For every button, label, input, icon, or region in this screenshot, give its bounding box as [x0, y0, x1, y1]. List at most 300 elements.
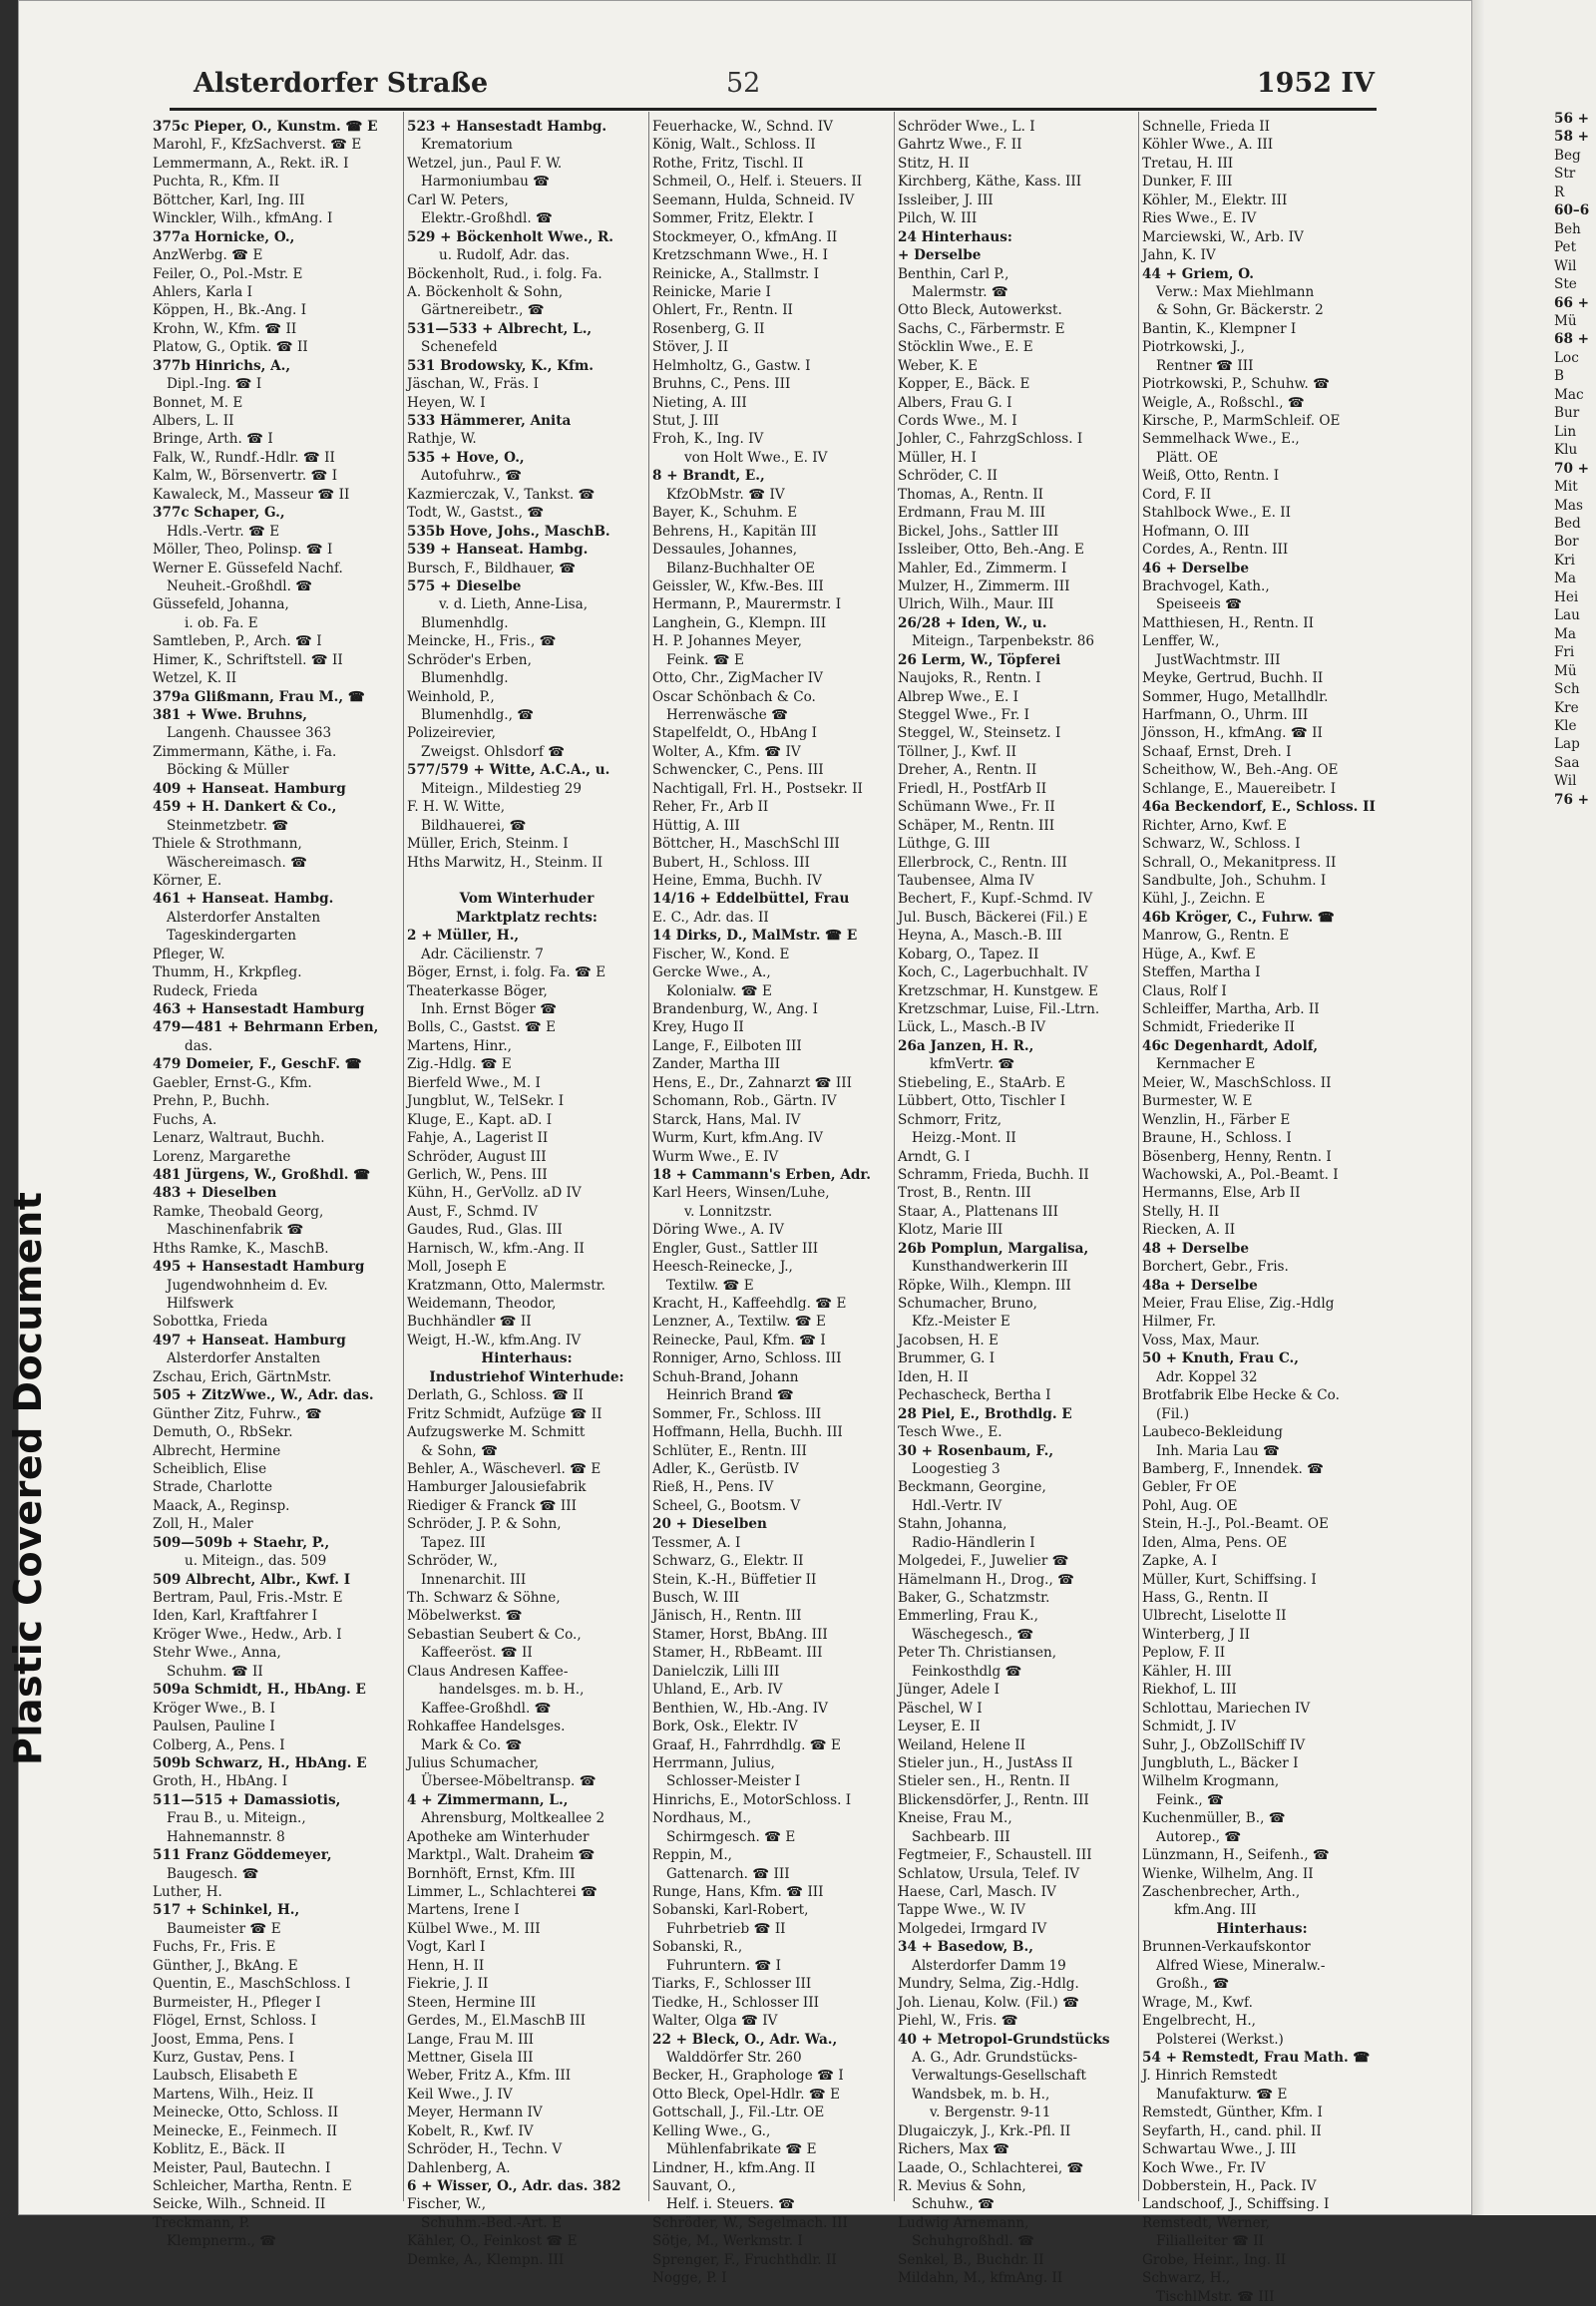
- directory-entry: Molgedei, Irmgard IV: [898, 1920, 1047, 1937]
- directory-entry: Meier, Frau Elise, Zig.-Hdlg: [1142, 1296, 1335, 1312]
- directory-entry: Schuhm.-Bed.-Art. E: [421, 2214, 562, 2231]
- directory-entry: 531—533 + Albrecht, L.,: [407, 320, 593, 337]
- directory-entry: Luther, H.: [153, 1884, 222, 1900]
- directory-entry: Böttcher, Karl, Ing. III: [153, 192, 305, 208]
- directory-entry: kfmVertr. ☎: [930, 1056, 1015, 1073]
- directory-entry: Stein, K.-H., Büffetier II: [652, 1571, 817, 1588]
- directory-entry: Kurz, Gustav, Pens. I: [153, 2049, 295, 2066]
- directory-entry: Suhr, J., ObZollSchiff IV: [1142, 1736, 1306, 1753]
- directory-entry: Malermstr. ☎: [912, 283, 1008, 300]
- directory-entry: Rathje, W.: [407, 431, 477, 448]
- next-page-fragment: 76 +: [1554, 791, 1590, 808]
- directory-entry: Hermanns, Else, Arb II: [1142, 1185, 1301, 1202]
- directory-entry: Bringe, Arth. ☎ I: [153, 431, 273, 448]
- header-rule: [170, 108, 1377, 111]
- directory-entry: Krey, Hugo II: [652, 1019, 744, 1036]
- directory-entry: Wenzlin, H., Färber E: [1142, 1111, 1291, 1128]
- directory-entry: Piehl, W., Fris. ☎: [898, 2013, 1018, 2030]
- directory-entry: 26a Janzen, H. R.,: [898, 1037, 1034, 1054]
- directory-entry: Schröder, H., Techn. V: [407, 2141, 563, 2158]
- directory-entry: Wetzel, jun., Paul F. W.: [407, 155, 563, 172]
- directory-entry: Senkel, B., Buchdr. II: [898, 2251, 1044, 2268]
- directory-entry: Jugendwohnheim d. Ev.: [167, 1277, 328, 1294]
- directory-entry: Innenarchit. III: [421, 1571, 527, 1588]
- directory-entry: Schenefeld: [421, 339, 498, 356]
- directory-entry: Fischer, W.,: [407, 2196, 487, 2213]
- directory-entry: Stelly, H. II: [1142, 1203, 1220, 1220]
- directory-entry: Schwarz, G., Elektr. II: [652, 1553, 804, 1570]
- directory-entry: Riecken, A. II: [1142, 1222, 1236, 1239]
- next-page-fragment: Ma: [1554, 571, 1577, 587]
- directory-entry: Zschau, Erich, GärtnMstr.: [153, 1368, 332, 1385]
- directory-entry: Taubensee, Alma IV: [898, 872, 1034, 889]
- directory-entry: Ulrich, Wilh., Maur. III: [898, 596, 1054, 613]
- directory-entry: Piotrkowski, P., Schuhw. ☎: [1142, 376, 1331, 393]
- directory-entry: Weber, K. E: [898, 357, 979, 374]
- directory-entry: Lindner, H., kfm.Ang. II: [652, 2159, 816, 2176]
- directory-entry: Tesch Wwe., E.: [898, 1424, 1002, 1441]
- directory-entry: Stapelfeldt, O., HbAng I: [652, 725, 818, 742]
- directory-entry: Heine, Emma, Buchh. IV: [652, 872, 822, 889]
- directory-entry: Hamburger Jalousiefabrik: [407, 1479, 587, 1496]
- directory-entry: Bursch, F., Bildhauer, ☎: [407, 560, 577, 576]
- directory-entry: Günther, J., BkAng. E: [153, 1957, 298, 1974]
- directory-entry: Bantin, K., Klempner I: [1142, 320, 1297, 337]
- next-page-fragment: Str: [1554, 166, 1576, 183]
- directory-entry: Schwencker, C., Pens. III: [652, 762, 824, 779]
- directory-entry: Albers, Frau G. I: [898, 394, 1012, 411]
- next-page-fragment: B: [1554, 368, 1564, 385]
- directory-entry: 2 + Müller, H.,: [407, 928, 520, 945]
- directory-entry: 523 + Hansestadt Hambg.: [407, 119, 607, 135]
- directory-entry: Gattenarch. ☎ III: [666, 1865, 790, 1882]
- next-page-fragment: Mit: [1554, 479, 1578, 496]
- directory-entry: Meincke, H., Fris., ☎: [407, 633, 557, 650]
- directory-entry: Speiseeis ☎: [1156, 596, 1243, 613]
- side-label: Plastic Covered Document: [6, 1191, 50, 1765]
- directory-entry: Stehr Wwe., Anna,: [153, 1645, 281, 1662]
- directory-entry: kfm.Ang. III: [1174, 1902, 1257, 1919]
- directory-entry: Himer, K., Schriftstell. ☎ II: [153, 651, 343, 668]
- next-page-fragment: Wil: [1554, 257, 1577, 274]
- directory-entry: Pfleger, W.: [153, 946, 225, 962]
- directory-entry: Grobe, Heinr., Ing. II: [1142, 2251, 1287, 2268]
- directory-entry: Hinterhaus:: [481, 1350, 573, 1367]
- next-page-fragment: Ste: [1554, 276, 1577, 293]
- directory-entry: das.: [185, 1037, 213, 1054]
- next-page-fragment: Ma: [1554, 625, 1577, 642]
- header-street: Alsterdorfer Straße: [194, 68, 489, 99]
- directory-entry: Schomann, Rob., Gärtn. IV: [652, 1093, 837, 1110]
- directory-entry: Mahler, Ed., Zimmerm. I: [898, 560, 1067, 576]
- directory-entry: 50 + Knuth, Frau C.,: [1142, 1350, 1300, 1367]
- directory-entry: Winckler, Wilh., kfmAng. I: [153, 210, 333, 227]
- directory-entry: Manufakturw. ☎ E: [1156, 2086, 1288, 2103]
- directory-entry: Loogestieg 3: [912, 1460, 1000, 1477]
- directory-entry: 377a Hornicke, O.,: [153, 228, 295, 245]
- directory-entry: Behrens, H., Kapitän III: [652, 523, 817, 540]
- directory-entry: Bubert, H., Schloss. III: [652, 854, 810, 871]
- directory-entry: Wrage, M., Kwf.: [1142, 1994, 1253, 2011]
- directory-entry: Jönsson, H., kfmAng. ☎ II: [1142, 725, 1323, 742]
- directory-entry: 483 + Dieselben: [153, 1185, 277, 1202]
- directory-entry: TischlMstr. ☎ III: [1156, 2288, 1275, 2305]
- next-page-fragment: Mü: [1554, 312, 1577, 329]
- directory-entry: Sachs, C., Färbermstr. E: [898, 320, 1065, 337]
- directory-entry: Kawaleck, M., Masseur ☎ II: [153, 486, 350, 503]
- directory-entry: Stahn, Johanna,: [898, 1516, 1007, 1533]
- directory-entry: Reinecke, Paul, Kfm. ☎ I: [652, 1332, 826, 1348]
- directory-entry: Bildhauerei, ☎: [421, 817, 527, 834]
- directory-entry: Stitz, H. II: [898, 155, 970, 172]
- directory-entry: Helmholtz, G., Gastw. I: [652, 357, 811, 374]
- directory-entry: Prehn, P., Buchh.: [153, 1093, 270, 1110]
- header-page-number: 52: [726, 68, 761, 99]
- directory-entry: Samtleben, P., Arch. ☎ I: [153, 633, 322, 650]
- directory-entry: Gebler, Fr OE: [1142, 1479, 1237, 1496]
- directory-entry: Kopper, E., Bäck. E: [898, 376, 1030, 393]
- directory-entry: Brummer, G. I: [898, 1350, 996, 1367]
- directory-entry: Möbelwerkst. ☎: [407, 1608, 523, 1625]
- directory-entry: Adr. Koppel 32: [1156, 1368, 1258, 1385]
- directory-entry: Schwarz, H.,: [1142, 2270, 1231, 2287]
- directory-entry: Hahnemannstr. 8: [167, 1828, 285, 1845]
- next-page-fragment: Fri: [1554, 644, 1575, 661]
- directory-entry: Alfred Wiese, Mineralw.-: [1156, 1957, 1326, 1974]
- next-page-fragment: Lin: [1554, 423, 1577, 440]
- directory-entry: Jänisch, H., Rentn. III: [652, 1608, 802, 1625]
- directory-entry: Kaffeeröst. ☎ II: [421, 1645, 533, 1662]
- directory-entry: A. Böckenholt & Sohn,: [407, 283, 564, 300]
- directory-entry: Marktpl., Walt. Draheim ☎: [407, 1847, 596, 1864]
- directory-entry: Fuhrbetrieb ☎ II: [666, 1920, 786, 1937]
- directory-entry: Benthin, Carl P.,: [898, 265, 1009, 282]
- directory-entry: 509b Schwarz, H., HbAng. E: [153, 1754, 367, 1771]
- directory-entry: Paulsen, Pauline I: [153, 1719, 275, 1735]
- directory-entry: Feuerhacke, W., Schnd. IV: [652, 119, 833, 135]
- next-page-fragment: Lap: [1554, 736, 1580, 753]
- directory-entry: Stamer, H., RbBeamt. III: [652, 1645, 823, 1662]
- directory-entry: Fiekrie, J. II: [407, 1976, 489, 1993]
- directory-entry: Joost, Emma, Pens. I: [153, 2031, 294, 2048]
- directory-entry: Aufzugswerke M. Schmitt: [407, 1424, 586, 1441]
- directory-entry: Jungbluth, L., Bäcker I: [1142, 1754, 1299, 1771]
- directory-entry: Schramm, Frieda, Buchh. II: [898, 1166, 1089, 1183]
- directory-entry: Krohn, W., Kfm. ☎ II: [153, 320, 297, 337]
- directory-entry: R. Mevius & Sohn,: [898, 2178, 1026, 2194]
- directory-entry: Weiß, Otto, Rentn. I: [1142, 468, 1280, 485]
- directory-entry: Keil Wwe., J. IV: [407, 2086, 513, 2103]
- directory-entry: 533 Hämmerer, Anita: [407, 413, 572, 429]
- directory-entry: Heyna, A., Masch.-B. III: [898, 928, 1062, 945]
- directory-entry: Steffen, Martha I: [1142, 964, 1261, 981]
- directory-entry: Todt, W., Gastst., ☎: [407, 505, 545, 522]
- page-edge: [1472, 0, 1484, 2215]
- directory-entry: Sprenger, F., Fruchthdlr. II: [652, 2251, 837, 2268]
- directory-entry: Stockmeyer, O., kfmAng. II: [652, 228, 838, 245]
- directory-entry: Schrall, O., Mekanitpress. II: [1142, 854, 1337, 871]
- directory-entry: Steggel Wwe., Fr. I: [898, 707, 1030, 723]
- directory-entry: Scheiblich, Elise: [153, 1460, 267, 1477]
- directory-entry: [407, 872, 646, 890]
- directory-entry: Sobottka, Frieda: [153, 1314, 268, 1331]
- directory-entry: Runge, Hans, Kfm. ☎ III: [652, 1884, 824, 1900]
- directory-entry: Froh, K., Ing. IV: [652, 431, 764, 448]
- next-page-fragment: Mas: [1554, 497, 1583, 514]
- directory-entry: J. Hinrich Remstedt: [1142, 2068, 1278, 2085]
- directory-entry: 22 + Bleck, O., Adr. Wa.,: [652, 2031, 838, 2048]
- directory-entry: Böcking & Müller: [167, 762, 289, 779]
- directory-entry: 48a + Derselbe: [1142, 1277, 1258, 1294]
- directory-entry: Hdl.-Vertr. IV: [912, 1497, 1002, 1514]
- directory-entry: Thumm, H., Krkpfleg.: [153, 964, 302, 981]
- directory-entry: Reppin, M.,: [652, 1847, 732, 1864]
- directory-entry: Kretzschmar, Luise, Fil.-Ltrn.: [898, 1001, 1100, 1017]
- directory-entry: 48 + Derselbe: [1142, 1240, 1249, 1257]
- directory-entry: Mühlenfabrikate ☎ E: [666, 2141, 817, 2158]
- directory-entry: Lenzner, A., Textilw. ☎ E: [652, 1314, 826, 1331]
- directory-entry: Feinkosthdlg ☎: [912, 1663, 1022, 1680]
- directory-entry: Kähler, H. III: [1142, 1663, 1232, 1680]
- directory-entry: Großh., ☎: [1156, 1976, 1230, 1993]
- directory-entry: 461 + Hanseat. Hambg.: [153, 891, 334, 908]
- directory-entry: Meister, Paul, Bautechn. I: [153, 2159, 331, 2176]
- directory-entry: Schmidt, Friederike II: [1142, 1019, 1295, 1036]
- directory-entry: Gercke Wwe., A.,: [652, 964, 771, 981]
- directory-entry: Hinrichs, E., MotorSchloss. I: [652, 1791, 852, 1808]
- directory-entry: Kazmierczak, V., Tankst. ☎: [407, 486, 596, 503]
- directory-entry: Schröder, J. P. & Sohn,: [407, 1516, 562, 1533]
- directory-entry: Schleicher, Martha, Rentn. E: [153, 2178, 352, 2194]
- directory-entry: Seicke, Wilh., Schneid. II: [153, 2196, 326, 2213]
- directory-entry: Hofmann, O. III: [1142, 523, 1250, 540]
- directory-entry: Molgedei, F., Juwelier ☎: [898, 1553, 1069, 1570]
- directory-entry: Moll, Joseph E: [407, 1259, 507, 1276]
- next-page-fragment: Saa: [1554, 754, 1580, 771]
- directory-entry: Dipl.-Ing. ☎ I: [167, 376, 262, 393]
- directory-entry: 377c Schaper, G.,: [153, 505, 285, 522]
- directory-entry: Hilmer, Fr.: [1142, 1314, 1216, 1331]
- next-page-fragment: R: [1554, 184, 1565, 200]
- directory-entry: Reinicke, A., Stallmstr. I: [652, 265, 819, 282]
- directory-entry: Lange, F., Eilboten III: [652, 1037, 802, 1054]
- directory-entry: Albrep Wwe., E. I: [898, 688, 1018, 705]
- directory-entry: 28 Piel, E., Brothdlg. E: [898, 1405, 1072, 1422]
- directory-entry: Weidemann, Theodor,: [407, 1296, 557, 1312]
- next-page-fragment: Beg: [1554, 147, 1581, 164]
- directory-entry: Sebastian Seubert & Co.,: [407, 1626, 582, 1643]
- directory-entry: Ellerbrock, C., Rentn. III: [898, 854, 1067, 871]
- directory-entry: Hths Marwitz, H., Steinm. II: [407, 854, 603, 871]
- directory-entry: Rentner ☎ III: [1156, 357, 1254, 374]
- directory-entry: Carl W. Peters,: [407, 192, 509, 208]
- directory-entry: Iden, Karl, Kraftfahrer I: [153, 1608, 318, 1625]
- directory-entry: Ulbrecht, Liselotte II: [1142, 1608, 1287, 1625]
- directory-entry: Wandsbek, m. b. H.,: [912, 2086, 1050, 2103]
- directory-entry: Meinecke, Otto, Schloss. II: [153, 2105, 339, 2121]
- directory-entry: u. Rudolf, Adr. das.: [439, 247, 571, 264]
- directory-entry: Schlatow, Ursula, Telef. IV: [898, 1865, 1080, 1882]
- directory-entry: 26b Pomplun, Margalisa,: [898, 1240, 1089, 1257]
- directory-entry: Albrecht, Hermine: [153, 1442, 281, 1459]
- directory-entry: Rosenberg, G. II: [652, 320, 765, 337]
- directory-entry: 18 + Cammann's Erben, Adr.: [652, 1166, 872, 1183]
- directory-entry: Bonnet, M. E: [153, 394, 243, 411]
- directory-entry: Steggel, W., Steinsetz. I: [898, 725, 1061, 742]
- directory-entry: Bösenberg, Henny, Rentn. I: [1142, 1148, 1332, 1165]
- directory-entry: Bruhns, C., Pens. III: [652, 376, 791, 393]
- directory-entry: Hermann, P., Maurermstr. I: [652, 596, 842, 613]
- next-page-fragment: Bed: [1554, 515, 1581, 532]
- directory-entry: Dahlenberg, A.: [407, 2159, 511, 2176]
- directory-entry: Sauvant, O.,: [652, 2178, 736, 2194]
- next-page-fragment: 68 +: [1554, 331, 1590, 348]
- directory-entry: Mark & Co. ☎: [421, 1736, 523, 1753]
- directory-entry: Albers, L. II: [153, 413, 234, 429]
- directory-entry: Kröger Wwe., B. I: [153, 1700, 276, 1717]
- directory-entry: Krematorium: [421, 137, 513, 154]
- directory-entry: Behler, A., Wäscheverl. ☎ E: [407, 1460, 601, 1477]
- directory-entry: Weigle, A., Roßschl., ☎: [1142, 394, 1305, 411]
- directory-entry: Wachowski, A., Pol.-Beamt. I: [1142, 1166, 1339, 1183]
- column-1: [153, 118, 402, 2250]
- directory-entry: von Holt Wwe., E. IV: [684, 449, 828, 466]
- directory-entry: Textilw. ☎ E: [666, 1277, 754, 1294]
- directory-entry: Dlugaiczyk, J., Krk.-Pfl. II: [898, 2122, 1071, 2139]
- header-year-volume: 1952 IV: [1256, 68, 1375, 99]
- directory-entry: Thiele & Strothmann,: [153, 836, 302, 853]
- directory-entry: 46c Degenhardt, Adolf,: [1142, 1037, 1319, 1054]
- directory-entry: Miteign., Mildestieg 29: [421, 780, 583, 797]
- directory-entry: Filialleiter ☎ II: [1156, 2233, 1264, 2250]
- directory-entry: Güssefeld, Johanna,: [153, 596, 289, 613]
- directory-entry: Schlosser-Meister I: [666, 1773, 801, 1790]
- directory-entry: Schlottau, Mariechen IV: [1142, 1700, 1311, 1717]
- directory-entry: Vogt, Karl I: [407, 1939, 486, 1956]
- directory-entry: Schirmgesch. ☎ E: [666, 1828, 796, 1845]
- directory-entry: 46a Beckendorf, E., Schloss. II: [1142, 799, 1376, 816]
- directory-entry: Scheel, G., Bootsm. V: [652, 1497, 801, 1514]
- directory-entry: Strade, Charlotte: [153, 1479, 273, 1496]
- directory-entry: Schmeil, O., Helf. i. Steuers. II: [652, 174, 863, 191]
- directory-entry: Seyfarth, H., cand. phil. II: [1142, 2122, 1322, 2139]
- directory-entry: Kaffee-Großhdl. ☎: [421, 1700, 552, 1717]
- directory-entry: Derlath, G., Schloss. ☎ II: [407, 1387, 584, 1404]
- directory-entry: Baugesch. ☎: [167, 1865, 259, 1882]
- directory-entry: Wolter, A., Kfm. ☎ IV: [652, 743, 801, 760]
- directory-entry: Kühl, J., Zeichn. E: [1142, 891, 1266, 908]
- directory-entry: Meyke, Gertrud, Buchh. II: [1142, 670, 1324, 687]
- directory-entry: Schmorr, Fritz,: [898, 1111, 1002, 1128]
- directory-entry: Lück, L., Masch.-B IV: [898, 1019, 1046, 1036]
- directory-entry: Polsterei (Werkst.): [1156, 2031, 1284, 2048]
- directory-entry: Mettner, Gisela III: [407, 2049, 534, 2066]
- directory-entry: Borchert, Gebr., Fris.: [1142, 1259, 1289, 1276]
- directory-entry: Verwaltungs-Gesellschaft: [912, 2068, 1087, 2085]
- directory-entry: Külbel Wwe., M. III: [407, 1920, 541, 1937]
- directory-entry: Ramke, Theobald Georg,: [153, 1203, 324, 1220]
- directory-entry: Kluge, E., Kapt. aD. I: [407, 1111, 553, 1128]
- directory-entry: Heinrich Brand ☎: [666, 1387, 794, 1404]
- directory-entry: i. ob. Fa. E: [185, 614, 258, 631]
- directory-entry: Köppen, H., Bk.-Ang. I: [153, 302, 307, 319]
- directory-entry: Claus, Rolf I: [1142, 982, 1227, 999]
- directory-entry: Leyser, E. II: [898, 1719, 981, 1735]
- directory-entry: Hilfswerk: [167, 1296, 233, 1312]
- directory-entry: Böttcher, H., MaschSchl III: [652, 836, 840, 853]
- directory-entry: Maschinenfabrik ☎: [167, 1222, 304, 1239]
- directory-entry: Stamer, Horst, BbAng. III: [652, 1626, 828, 1643]
- directory-entry: 40 + Metropol-Grundstücks: [898, 2031, 1110, 2048]
- directory-entry: Stöver, J. II: [652, 339, 729, 356]
- directory-entry: Gerdes, M., El.MaschB III: [407, 2013, 587, 2030]
- directory-entry: Th. Schwarz & Söhne,: [407, 1590, 561, 1606]
- directory-entry: Fischer, W., Kond. E: [652, 946, 790, 962]
- directory-entry: Kühn, H., GerVollz. aD IV: [407, 1185, 582, 1202]
- directory-entry: Kfz.-Meister E: [912, 1314, 1010, 1331]
- directory-entry: Lorenz, Margarethe: [153, 1148, 291, 1165]
- directory-entry: Koch, C., Lagerbuchhalt. IV: [898, 964, 1088, 981]
- next-page-fragment: 70 +: [1554, 460, 1590, 477]
- directory-entry: 481 Jürgens, W., Großhdl. ☎: [153, 1166, 371, 1183]
- directory-entry: Flögel, Ernst, Schloss. I: [153, 2013, 317, 2030]
- directory-entry: 531 Brodowsky, K., Kfm.: [407, 357, 595, 374]
- page-header: [168, 62, 1375, 110]
- directory-entry: Möller, Theo, Polinsp. ☎ I: [153, 542, 333, 559]
- directory-entry: Stieler sen., H., Rentn. II: [898, 1773, 1070, 1790]
- directory-entry: 511 Franz Göddemeyer,: [153, 1847, 332, 1864]
- directory-entry: Semmelhack Wwe., E.,: [1142, 431, 1300, 448]
- directory-entry: Ahrensburg, Moltkeallee 2: [421, 1810, 605, 1827]
- directory-entry: Gahrtz Wwe., F. II: [898, 137, 1022, 154]
- directory-entry: Cordes, A., Rentn. III: [1142, 542, 1289, 559]
- directory-entry: 26 Lerm, W., Töpferei: [898, 651, 1061, 668]
- directory-entry: Neuheit.-Großhdl. ☎: [167, 577, 313, 594]
- directory-entry: Böckenholt, Rud., i. folg. Fa.: [407, 265, 602, 282]
- directory-entry: Matthiesen, H., Rentn. II: [1142, 614, 1314, 631]
- directory-entry: Hoffmann, Hella, Buchh. III: [652, 1424, 843, 1441]
- next-page-fragment: Bur: [1554, 405, 1580, 422]
- directory-entry: Bayer, K., Schuhm. E: [652, 505, 798, 522]
- directory-entry: Wienke, Wilhelm, Ang. II: [1142, 1865, 1314, 1882]
- directory-entry: Claus Andresen Kaffee-: [407, 1663, 569, 1680]
- directory-entry: Lübbert, Otto, Tischler I: [898, 1093, 1066, 1110]
- directory-entry: Steinmetzbetr. ☎: [167, 817, 289, 834]
- column-divider: [894, 112, 895, 2201]
- directory-entry: Fuchs, Fr., Fris. E: [153, 1939, 276, 1956]
- directory-entry: 4 + Zimmermann, L.,: [407, 1791, 569, 1808]
- directory-entry: 379a Glißmann, Frau M., ☎: [153, 688, 365, 705]
- directory-entry: Tiedke, H., Schlosser III: [652, 1994, 820, 2011]
- directory-entry: Rudeck, Frieda: [153, 982, 258, 999]
- directory-entry: Fegtmeier, F., Schaustell. III: [898, 1847, 1092, 1864]
- directory-entry: Cord, F. II: [1142, 486, 1212, 503]
- directory-entry: Meinecke, E., Feinmech. II: [153, 2122, 338, 2139]
- directory-entry: Platow, G., Optik. ☎ II: [153, 339, 308, 356]
- directory-entry: 509 Albrecht, Albr., Kwf. I: [153, 1571, 351, 1588]
- directory-entry: 539 + Hanseat. Hambg.: [407, 542, 589, 559]
- directory-entry: Benthien, W., Hb.-Ang. IV: [652, 1700, 828, 1717]
- directory-entry: Lüthge, G. III: [898, 836, 991, 853]
- directory-entry: Marciewski, W., Arb. IV: [1142, 228, 1304, 245]
- directory-entry: Buchhändler ☎ II: [407, 1314, 532, 1331]
- directory-entry: Hüge, A., Kwf. E: [1142, 946, 1256, 962]
- directory-entry: Übersee-Möbeltransp. ☎: [421, 1773, 597, 1790]
- directory-entry: Iden, Alma, Pens. OE: [1142, 1534, 1288, 1551]
- directory-entry: Sobanski, Karl-Robert,: [652, 1902, 809, 1919]
- directory-entry: 14 Dirks, D., MalMstr. ☎ E: [652, 928, 858, 945]
- directory-entry: Seemann, Hulda, Schneid. IV: [652, 192, 855, 208]
